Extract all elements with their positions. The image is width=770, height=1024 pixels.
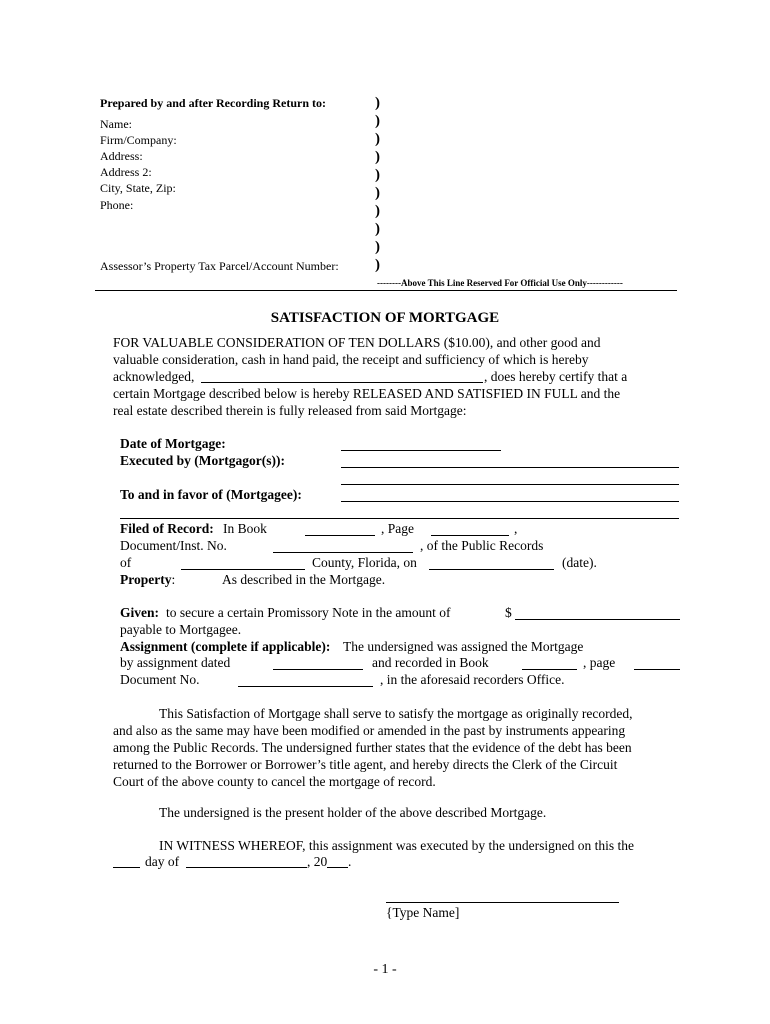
page-blank[interactable] <box>431 535 509 536</box>
in-book-label: In Book <box>223 521 267 536</box>
recording-date-blank[interactable] <box>429 569 554 570</box>
body-line: This Satisfaction of Mortgage shall serve to satisfy the mortgage as originally recorded, <box>159 706 633 721</box>
note-amount-blank[interactable] <box>515 619 680 620</box>
dollar-sign: $ <box>505 605 512 620</box>
county-florida-label: County, Florida, on <box>312 555 417 570</box>
acknowledger-name-blank[interactable] <box>201 382 483 383</box>
recorded-in-book-label: and recorded in Book <box>372 655 489 670</box>
intro-line: certain Mortgage described below is hereby RELEASED AND SATISFIED IN FULL and the <box>113 386 621 401</box>
mortgagee-blank[interactable] <box>120 518 679 519</box>
bracket-mark: ) <box>375 221 380 237</box>
property-value: As described in the Mortgage. <box>222 572 386 587</box>
type-name-label: {Type Name] <box>386 905 460 920</box>
executed-by-label: Executed by (Mortgagor(s)): <box>120 453 285 468</box>
assignment-label: Assignment (complete if applicable): <box>120 639 331 654</box>
date-of-mortgage-blank[interactable] <box>341 450 501 451</box>
phone-field-label: Phone: <box>100 198 134 212</box>
aforesaid-text: , in the aforesaid recorders Office. <box>380 672 565 687</box>
mortgagor-blank[interactable] <box>341 484 679 485</box>
date-of-mortgage-label: Date of Mortgage: <box>120 436 226 451</box>
day-of-label: day of <box>145 854 180 869</box>
header-divider <box>95 290 677 291</box>
body-line: Court of the above county to cancel the mortgage of record. <box>113 774 436 789</box>
holder-statement: The undersigned is the present holder of the above described Mortgage. <box>159 805 547 820</box>
public-records-label: , of the Public Records <box>420 538 544 553</box>
address-field-label: Address: <box>100 149 143 163</box>
intro-line: , does hereby certify that a <box>484 369 628 384</box>
year-blank[interactable] <box>327 867 348 868</box>
given-text: to secure a certain Promissory Note in the amount of <box>166 605 451 620</box>
assignment-document-blank[interactable] <box>238 686 373 687</box>
mortgagor-blank[interactable] <box>341 467 679 468</box>
bracket-mark: ) <box>375 257 380 273</box>
book-blank[interactable] <box>305 535 375 536</box>
firm-company-field-label: Firm/Company: <box>100 133 177 147</box>
page-number: - 1 - <box>373 962 397 977</box>
in-favor-of-label: To and in favor of (Mortgagee): <box>120 487 302 502</box>
signature-line[interactable] <box>386 902 619 903</box>
mortgagee-blank[interactable] <box>341 501 679 502</box>
official-use-notice: --------Above This Line Reserved For Official Use Only------------ <box>377 278 623 288</box>
bracket-mark: ) <box>375 131 380 147</box>
document-no-label: Document No. <box>120 672 200 687</box>
bracket-mark: ) <box>375 239 380 255</box>
intro-line: real estate described therein is fully released from said Mortgage: <box>113 403 467 418</box>
given-label: Given: <box>120 605 159 620</box>
date-label: (date). <box>562 555 597 570</box>
comma-mark: , <box>514 521 518 536</box>
bracket-mark: ) <box>375 203 380 219</box>
document-inst-blank[interactable] <box>273 552 413 553</box>
bracket-mark: ) <box>375 149 380 165</box>
assignment-page-blank[interactable] <box>634 669 680 670</box>
intro-line: acknowledged, <box>113 369 195 384</box>
assignment-page-label: , page <box>583 655 616 670</box>
property-label: Property: <box>120 572 176 587</box>
body-line: among the Public Records. The undersigned further states that the evidence of the debt has been <box>113 740 632 755</box>
intro-line: FOR VALUABLE CONSIDERATION OF TEN DOLLARS ($10.00), and other good and <box>113 335 601 350</box>
of-label: of <box>120 555 132 570</box>
bracket-mark: ) <box>375 185 380 201</box>
intro-line: valuable consideration, cash in hand paid, the receipt and sufficiency of which is hereby <box>113 352 589 367</box>
assignment-book-blank[interactable] <box>522 669 577 670</box>
day-blank[interactable] <box>113 867 140 868</box>
body-line: returned to the Borrower or Borrower’s title agent, and hereby directs the Clerk of the Circuit <box>113 757 618 772</box>
bracket-mark: ) <box>375 95 380 111</box>
document-title: SATISFACTION OF MORTGAGE <box>270 310 500 326</box>
document-inst-label: Document/Inst. No. <box>120 538 227 553</box>
assignment-text: The undersigned was assigned the Mortgage <box>343 639 584 654</box>
bracket-mark: ) <box>375 113 380 129</box>
parcel-number-label: Assessor’s Property Tax Parcel/Account Number: <box>100 259 339 273</box>
payable-text: payable to Mortgagee. <box>120 622 242 637</box>
bracket-mark: ) <box>375 167 380 183</box>
name-field-label: Name: <box>100 117 132 131</box>
prepared-by-label: Prepared by and after Recording Return to: <box>100 96 326 110</box>
filed-of-record-label: Filed of Record: <box>120 521 214 536</box>
assignment-dated-label: by assignment dated <box>120 655 231 670</box>
city-state-zip-field-label: City, State, Zip: <box>100 181 176 195</box>
period-mark: . <box>348 854 352 869</box>
month-blank[interactable] <box>186 867 307 868</box>
page-label: , Page <box>381 521 414 536</box>
county-blank[interactable] <box>181 569 305 570</box>
body-line: and also as the same may have been modified or amended in the past by instruments appearing <box>113 723 626 738</box>
year-prefix: , 20 <box>307 854 328 869</box>
assignment-date-blank[interactable] <box>273 669 363 670</box>
address2-field-label: Address 2: <box>100 165 152 179</box>
witness-line: IN WITNESS WHEREOF, this assignment was executed by the undersigned on this the <box>159 838 634 853</box>
